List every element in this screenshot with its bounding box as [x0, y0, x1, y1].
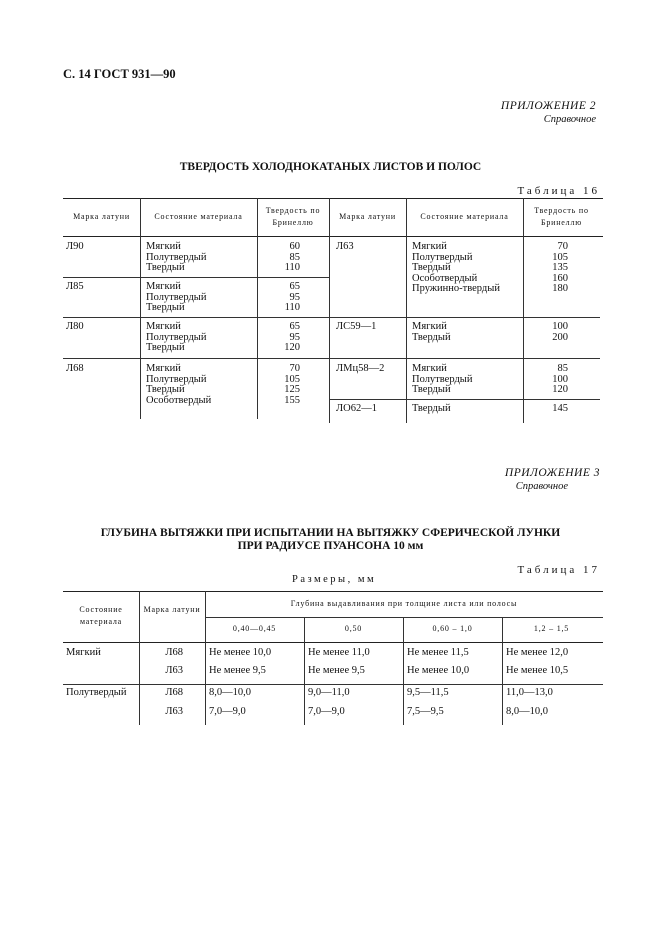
t16-value: 180 [552, 283, 568, 294]
t16-state: Мягкий [146, 241, 181, 252]
t16-value: 155 [284, 394, 300, 406]
table-17-label: Таблица 17 [517, 564, 600, 576]
t16-value: 110 [284, 302, 300, 313]
t17-col-state: Состояние материала [79, 605, 123, 626]
t17-value: 11,0—13,0 [506, 687, 553, 698]
table-16-heading: ТВЕРДОСТЬ ХОЛОДНОКАТАНЫХ ЛИСТОВ И ПОЛОС [179, 161, 482, 173]
t17-value: Не менее 10,5 [506, 665, 569, 676]
t17-value: 7,0—9,0 [308, 706, 345, 717]
t16-grade: Л63 [336, 241, 354, 252]
appendix-2-title: ПРИЛОЖЕНИЕ 2 [500, 100, 596, 112]
t16-value: 95 [289, 291, 300, 303]
t17-value: 9,0—11,0 [308, 687, 350, 698]
t16-col-grade-2: Марка латуни [339, 212, 396, 221]
appendix-3-subtitle: Справочное [515, 481, 568, 492]
t17-value: 8,0—10,0 [506, 706, 548, 717]
t17-state: Мягкий [66, 647, 101, 658]
t16-grade: ЛО62—1 [336, 403, 377, 414]
t16-value: 145 [552, 403, 568, 414]
t16-state: Твердый [412, 262, 451, 273]
t17-value: 9,5—11,5 [407, 687, 449, 698]
t16-value: 65 [289, 321, 300, 332]
t16-grade: ЛС59—1 [336, 321, 377, 332]
appendix-3-label [400, 467, 600, 493]
appendix-2-label [396, 100, 596, 126]
t16-state: Твердый [412, 384, 451, 395]
t16-state: Твердый [412, 331, 451, 343]
t16-col-hardness: Твердость по Бринеллю [265, 206, 321, 227]
t16-state: Полутвердый [412, 251, 473, 263]
t16-value: 60 [289, 241, 300, 252]
t16-col-state: Состояние материала [154, 212, 243, 221]
t17-value: Не менее 12,0 [506, 647, 569, 658]
t16-state: Мягкий [146, 363, 181, 374]
t16-state: Полутвердый [412, 373, 473, 385]
t16-state: Твердый [146, 384, 185, 395]
t16-state: Твердый [146, 342, 185, 353]
t16-state: Твердый [412, 403, 451, 414]
t16-value: 105 [284, 373, 300, 385]
t16-value: 110 [284, 262, 300, 273]
t17-value: 8,0—10,0 [209, 687, 251, 698]
t16-value: 160 [552, 272, 568, 284]
appendix-2-subtitle: Справочное [543, 114, 596, 125]
t16-col-state-2: Состояние материала [420, 212, 509, 221]
t17-col-thickness: 0,50 [344, 624, 363, 633]
t17-grade: Л68 [165, 687, 183, 698]
t16-value: 70 [289, 363, 300, 374]
t16-value: 100 [552, 321, 568, 332]
t17-grade: Л68 [165, 647, 183, 658]
t17-col-thickness: 0,60 – 1,0 [432, 624, 473, 633]
t17-value: 7,0—9,0 [209, 706, 246, 717]
appendix-3-title: ПРИЛОЖЕНИЕ 3 [504, 467, 600, 479]
t16-value: 65 [289, 281, 300, 292]
t17-grade: Л63 [165, 665, 183, 676]
t17-value: Не менее 11,0 [308, 647, 370, 658]
t16-state: Твердый [146, 262, 185, 273]
t16-value: 95 [289, 331, 300, 343]
table-17-units: Размеры, мм [292, 574, 377, 585]
t17-value: Не менее 9,5 [308, 665, 365, 676]
t17-state: Полутвердый [66, 687, 127, 698]
t17-value: Не менее 9,5 [209, 665, 266, 676]
page-header: С. 14 ГОСТ 931—90 [63, 67, 176, 81]
t16-state: Полутвердый [146, 373, 207, 385]
table-17-heading-line2: ПРИ РАДИУСЕ ПУАНСОНА 10 мм [237, 540, 424, 552]
table-17-heading-line1: ГЛУБИНА ВЫТЯЖКИ ПРИ ИСПЫТАНИИ НА ВЫТЯЖКУ СФЕРИЧЕСКОЙ ЛУНКИ [100, 527, 561, 539]
t16-value: 135 [552, 262, 568, 273]
t16-state: Мягкий [412, 321, 447, 332]
t16-grade: Л90 [66, 241, 84, 252]
t16-value: 85 [289, 251, 300, 263]
t16-state: Особотвердый [412, 272, 478, 284]
t16-state: Мягкий [146, 281, 181, 292]
table-16-label: Таблица 16 [517, 185, 600, 197]
t16-value: 120 [552, 384, 568, 395]
t17-value: Не менее 10,0 [407, 665, 470, 676]
t16-col-grade: Марка латуни [73, 212, 130, 221]
t16-value: 105 [552, 251, 568, 263]
t16-grade: Л85 [66, 281, 84, 292]
t16-grade: ЛМц58—2 [336, 363, 385, 374]
t17-value: Не менее 10,0 [209, 647, 272, 658]
t16-state: Мягкий [146, 321, 181, 332]
t17-col-group: Глубина выдавливания при толщине листа или полосы [290, 599, 518, 608]
t16-state: Мягкий [412, 241, 447, 252]
t16-grade: Л68 [66, 363, 84, 374]
t16-value: 125 [284, 384, 300, 395]
t16-state: Полутвердый [146, 291, 207, 303]
t16-value: 200 [552, 331, 568, 343]
t16-state: Особотвердый [146, 394, 212, 406]
t16-state: Пружинно-твердый [412, 283, 500, 294]
t16-col-hardness-2: Твердость по Бринеллю [534, 206, 589, 227]
t16-value: 85 [557, 363, 568, 374]
t16-value: 120 [284, 342, 300, 353]
t17-value: 7,5—9,5 [407, 706, 444, 717]
t16-value: 100 [552, 373, 568, 385]
t16-state: Мягкий [412, 363, 447, 374]
t16-grade: Л80 [66, 321, 84, 332]
t16-state: Полутвердый [146, 331, 207, 343]
t17-value: Не менее 11,5 [407, 647, 469, 658]
t16-value: 70 [557, 241, 568, 252]
t16-state: Твердый [146, 302, 185, 313]
t17-col-grade: Марка латуни [143, 605, 201, 614]
t17-grade: Л63 [165, 706, 183, 717]
t17-col-thickness: 1,2 – 1,5 [533, 624, 570, 633]
t17-col-thickness: 0,40—0,45 [232, 624, 277, 633]
t16-state: Полутвердый [146, 251, 207, 263]
